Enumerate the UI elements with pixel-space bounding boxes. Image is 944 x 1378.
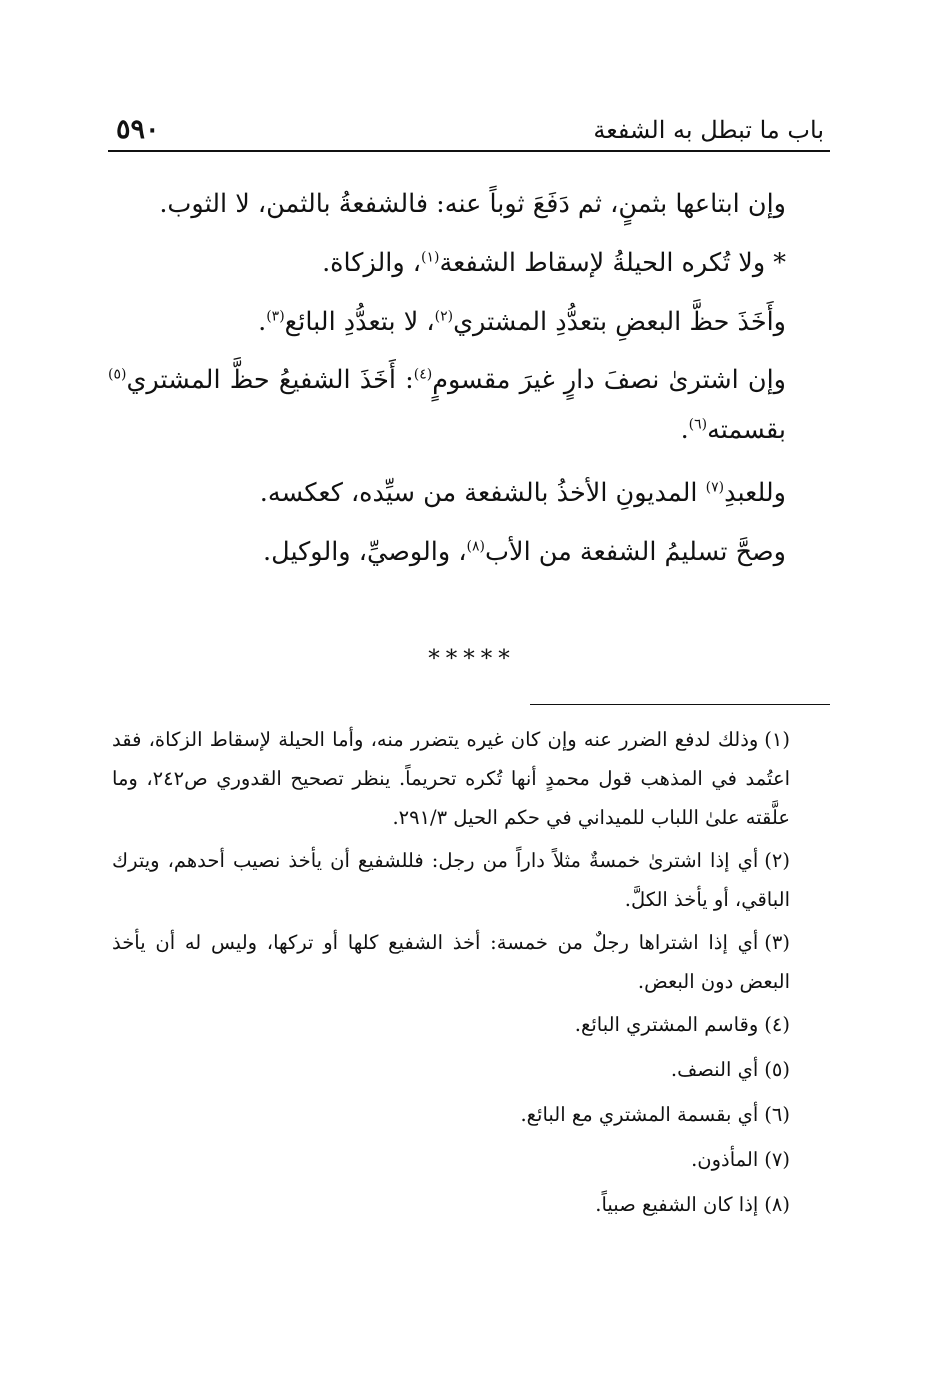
main-paragraph-text: المديونِ الأخذُ بالشفعة من سيِّده، كعكسه. — [259, 478, 706, 508]
page-number: ٥٩٠ — [116, 114, 160, 145]
main-paragraph-text: ، والوصيِّ، والوكيل. — [263, 537, 467, 567]
footnote-number: (٨) — [764, 1193, 790, 1216]
main-paragraph-text: وللعبدِ — [724, 478, 786, 508]
footnote — [112, 923, 830, 1001]
footnote — [112, 1095, 830, 1134]
footnote — [112, 841, 830, 919]
main-paragraph — [108, 178, 830, 231]
footnote-text: أي بقسمة المشتري مع البائع. — [520, 1103, 759, 1126]
footnote-text: وقاسم المشتري البائع. — [574, 1013, 759, 1036]
main-paragraph-text: وصحَّ تسليمُ الشفعة من الأب — [485, 537, 786, 567]
footnote-ref: (٥) — [108, 366, 127, 383]
main-paragraph-text: : أَخَذَ الشفيعُ حظَّ المشتري — [126, 365, 414, 395]
main-paragraph-text: ، والزكاة. — [322, 248, 422, 278]
footnote — [112, 720, 830, 837]
main-paragraph-text: . — [258, 307, 267, 337]
footnotes — [112, 720, 830, 1230]
footnote-ref: (٤) — [413, 366, 433, 383]
main-paragraph — [108, 526, 830, 579]
main-paragraph-text: . — [680, 415, 689, 445]
main-paragraph — [108, 467, 830, 520]
main-paragraph-text: وإن اشترىٰ نصفَ دارٍ غيرَ مقسومٍ — [432, 365, 786, 395]
footnote-text: إذا كان الشفيع صبياً. — [595, 1193, 759, 1216]
footnote — [112, 1140, 830, 1179]
main-paragraph-text: * ولا تُكره الحيلةُ لإسقاط الشفعة — [439, 248, 786, 278]
footnote-number: (٥) — [764, 1058, 790, 1081]
main-paragraph — [108, 296, 830, 349]
footnote-text: أي النصف. — [670, 1058, 759, 1081]
footnote-ref: (٧) — [705, 479, 725, 496]
running-title: باب ما تبطل به الشفعة — [593, 116, 824, 144]
footnote-number: (٤) — [764, 1013, 790, 1036]
footnote — [112, 1005, 830, 1044]
footnote-ref: (٦) — [688, 416, 708, 433]
footnote-ref: (١) — [421, 249, 440, 266]
footnote-number: (٢) — [764, 849, 790, 872]
footnote-ref: (٢) — [434, 308, 454, 325]
footnote — [112, 1185, 830, 1224]
footnote-number: (١) — [764, 728, 790, 751]
footnote-ref: (٨) — [466, 538, 486, 555]
main-text — [108, 178, 830, 585]
section-separator: ***** — [428, 646, 516, 672]
footnote-text: أي إذا اشتراها رجلٌ من خمسة: أخذ الشفيع كلها أو تركها، وليس له أن يأخذ البعض دون البعض. — [112, 931, 790, 993]
footnote-rule — [530, 704, 830, 705]
main-paragraph-text: وإن ابتاعها بثمنٍ، ثم دَفَعَ ثوباً عنه: فالشفعةُ بالثمن، لا الثوب. — [159, 189, 786, 219]
footnote-ref: (٣) — [266, 308, 285, 325]
footnote-text: المأذون. — [691, 1148, 759, 1171]
footnote-text: وذلك لدفع الضرر عنه وإن كان غيره يتضرر منه، وأما الحيلة لإسقاط الزكاة، فقد اعتُمد في المذهب قول محمدٍ أنها تُكره تحريماً. ينظر تصحيح القدوري ص٢٤٢، وما علَّقته علىٰ اللباب للميداني في حكم الحيل ٢٩١/٣. — [112, 728, 790, 829]
footnote-number: (٧) — [764, 1148, 790, 1171]
footnote-number: (٦) — [764, 1103, 790, 1126]
page-header — [108, 112, 830, 152]
footnote-text: أي إذا اشترىٰ خمسةٌ مثلاً داراً من رجل: فللشفيع أن يأخذ نصيب أحدهم، ويترك الباقي، أو يأخذ الكلَّ. — [112, 849, 790, 911]
main-paragraph-text: بقسمته — [707, 415, 786, 445]
footnote-number: (٣) — [764, 931, 790, 954]
main-paragraph-text: ، لا بتعدُّدِ البائع — [284, 307, 435, 337]
main-paragraph — [108, 237, 830, 290]
footnote — [112, 1050, 830, 1089]
main-paragraph-text: وأَخَذَ حظَّ البعضِ بتعدُّدِ المشتري — [453, 307, 786, 337]
main-paragraph — [108, 355, 830, 455]
